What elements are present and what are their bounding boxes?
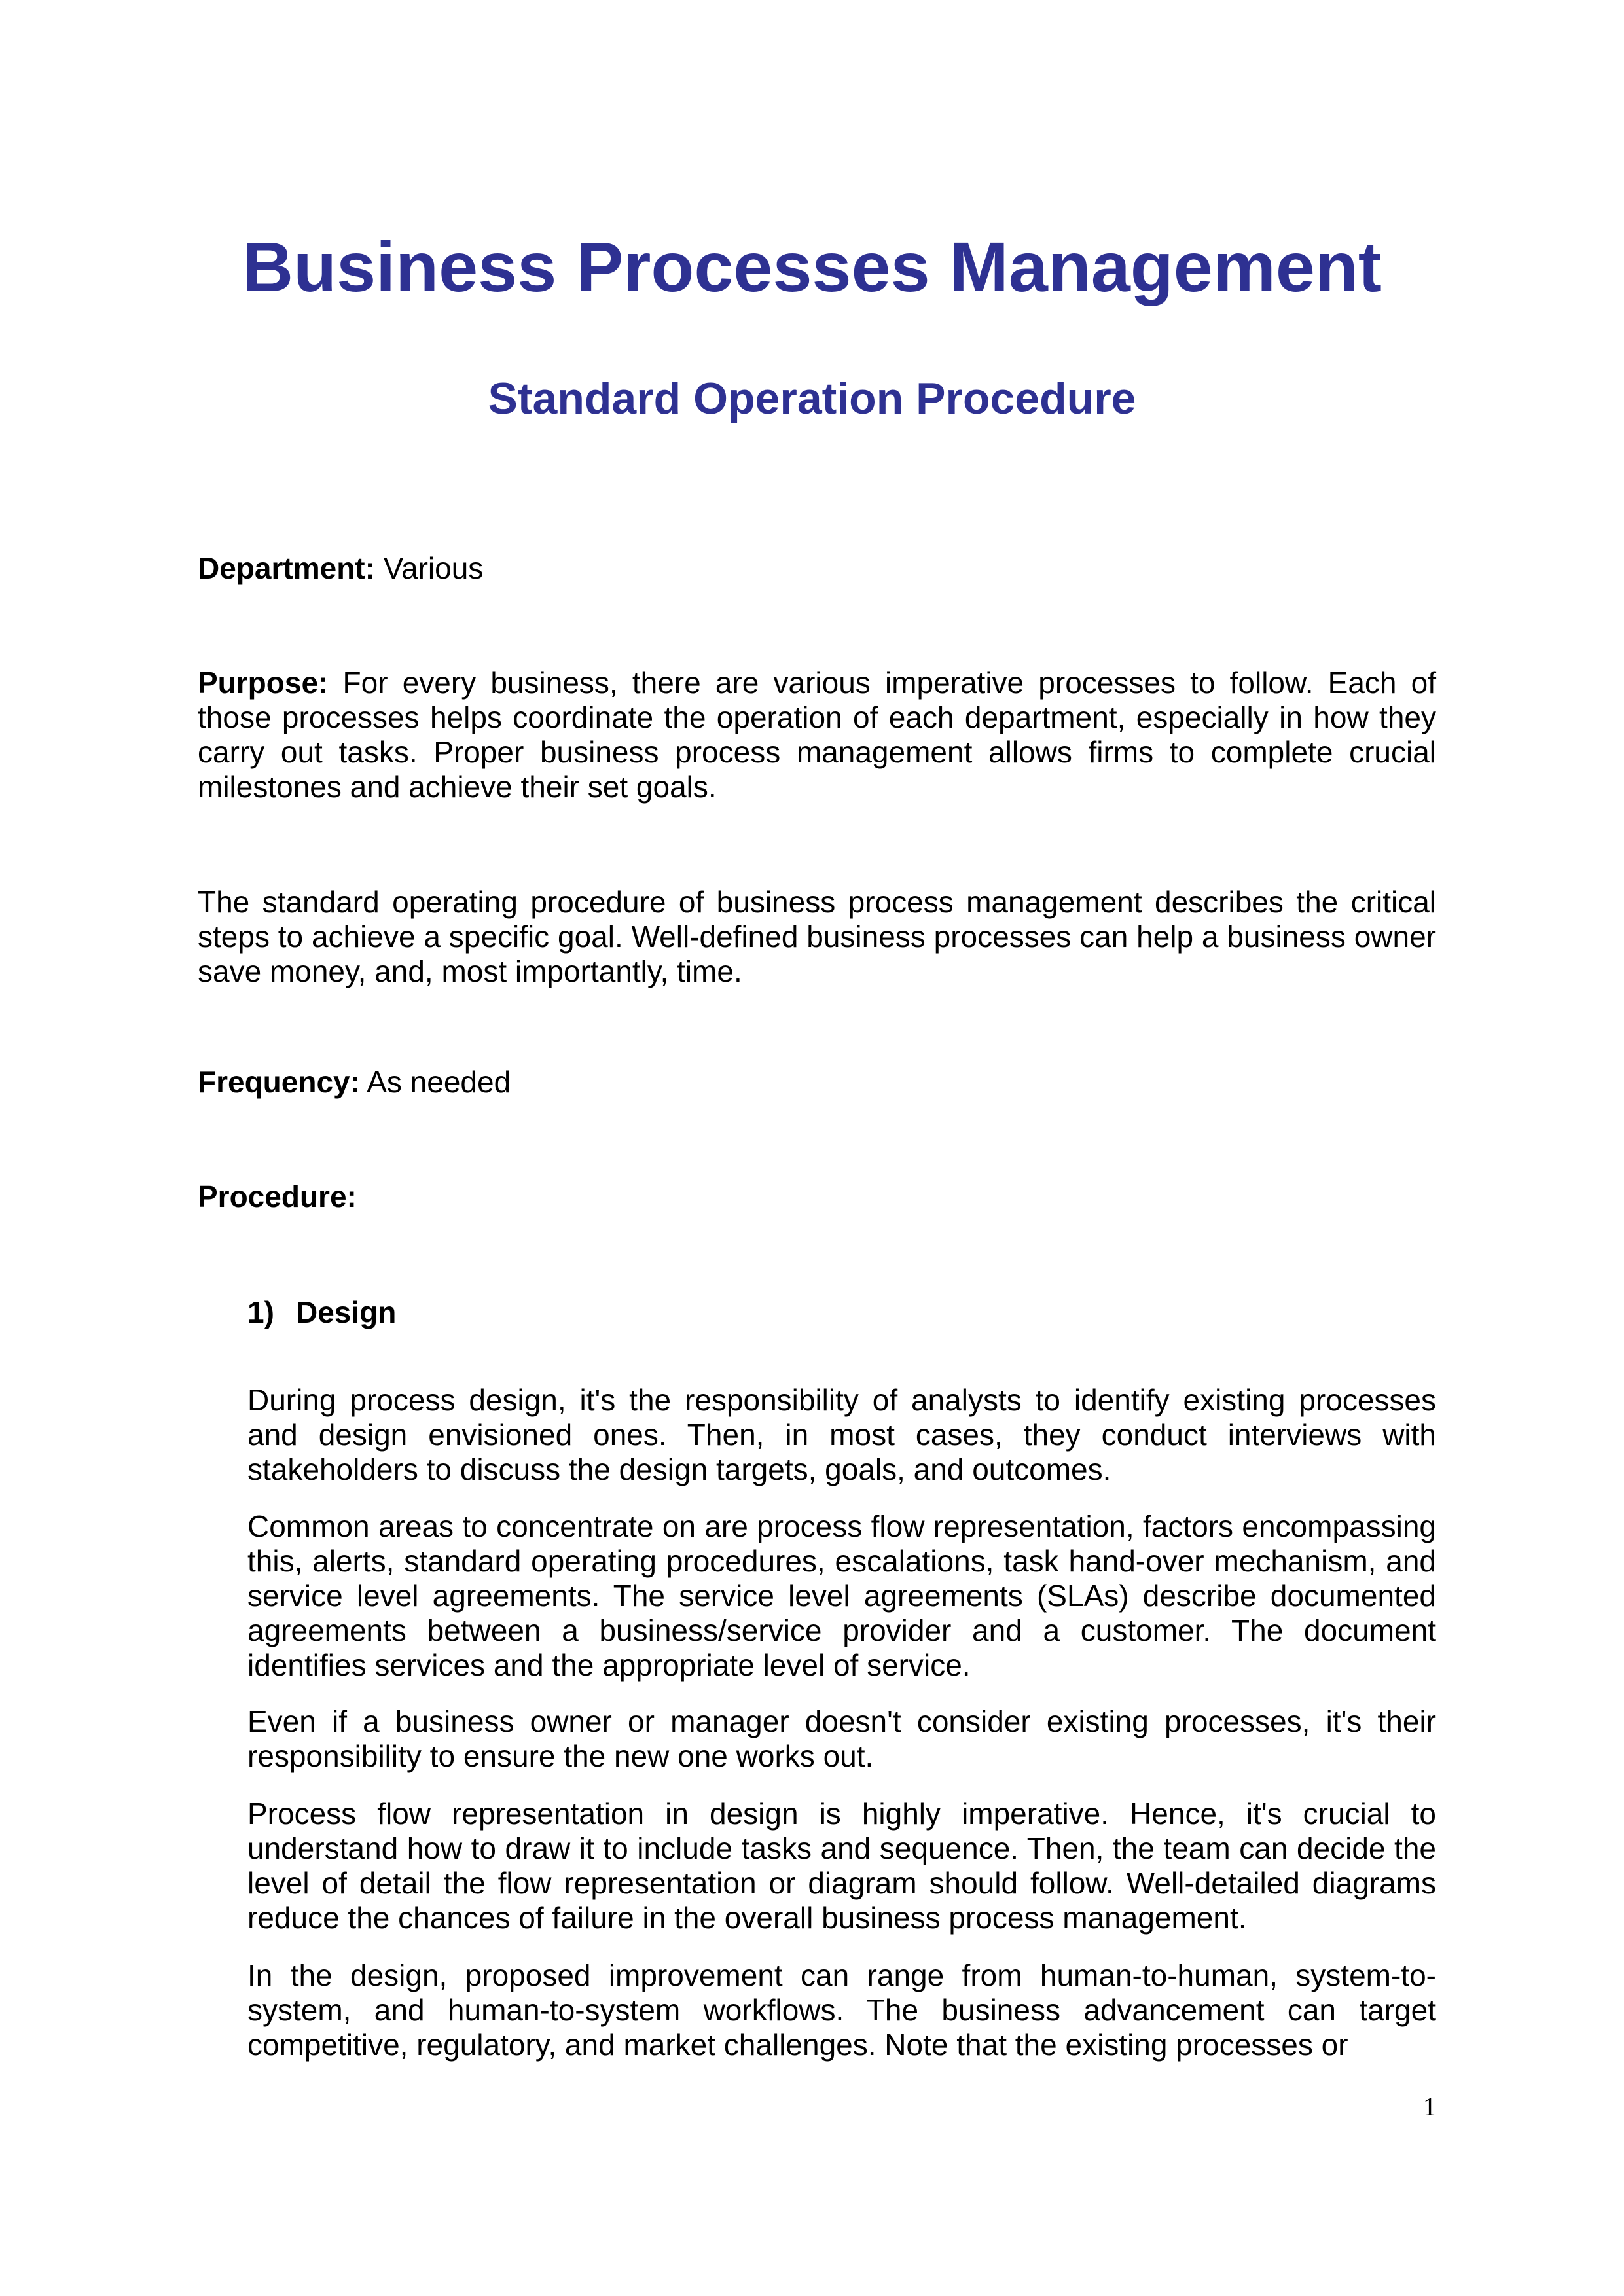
frequency-label: Frequency: — [198, 1065, 360, 1099]
step-title: Design — [296, 1295, 397, 1329]
step-heading-design — [247, 1295, 396, 1330]
frequency-line — [198, 1065, 1436, 1100]
purpose-paragraph-2: The standard operating procedure of business process management describes the critical steps to achieve a specific goal. Well-defined business processes can help a business owner save money, and, most importantly, time. — [198, 885, 1436, 988]
design-paragraph-3: Even if a business owner or manager doesn't consider existing processes, it's their responsibility to ensure the new one works out. — [247, 1704, 1436, 1773]
page-number: 1 — [1423, 2092, 1436, 2121]
purpose-label: Purpose: — [198, 666, 329, 700]
department-value: Various — [383, 551, 484, 585]
design-paragraph-5: In the design, proposed improvement can range from human-to-human, system-to-system, and human-to-system workflows. The business advancement can target competitive, regulatory, and market challenges. Note that the existing processes or — [247, 1958, 1436, 2062]
design-paragraph-1: During process design, it's the responsibility of analysts to identify existing processes and design envisioned ones. Then, in most cases, they conduct interviews with stakeholders to discuss the design targets, goals, and outcomes. — [247, 1383, 1436, 1486]
step-number: 1) — [247, 1295, 274, 1329]
document-subtitle: Standard Operation Procedure — [488, 374, 1136, 423]
design-paragraph-2: Common areas to concentrate on are process flow representation, factors encompassing this, alerts, standard operating procedures, escalations, task hand-over mechanism, and service level agreements. The service level agreements (SLAs) describe documented agreements between a business/service provider and a customer. The document identifies services and the appropriate level of service. — [247, 1509, 1436, 1682]
design-paragraph-4: Process flow representation in design is highly imperative. Hence, it's crucial to understand how to draw it to include tasks and sequence. Then, the team can decide the level of detail the flow representation or diagram should follow. Well-detailed diagrams reduce the chances of failure in the overall business process management. — [247, 1797, 1436, 1935]
frequency-value: As needed — [367, 1065, 511, 1099]
purpose-text: For every business, there are various imperative processes to follow. Each of those processes helps coordinate the operation of each department, especially in how they carry out tasks. Proper business process management allows firms to complete crucial milestones and achieve their set goals. — [198, 666, 1437, 804]
department-label: Department: — [198, 551, 375, 585]
procedure-heading: Procedure: — [198, 1179, 357, 1213]
purpose-paragraph — [198, 666, 1436, 804]
document-title: Business Processes Management — [242, 227, 1382, 306]
department-line — [198, 551, 1436, 586]
